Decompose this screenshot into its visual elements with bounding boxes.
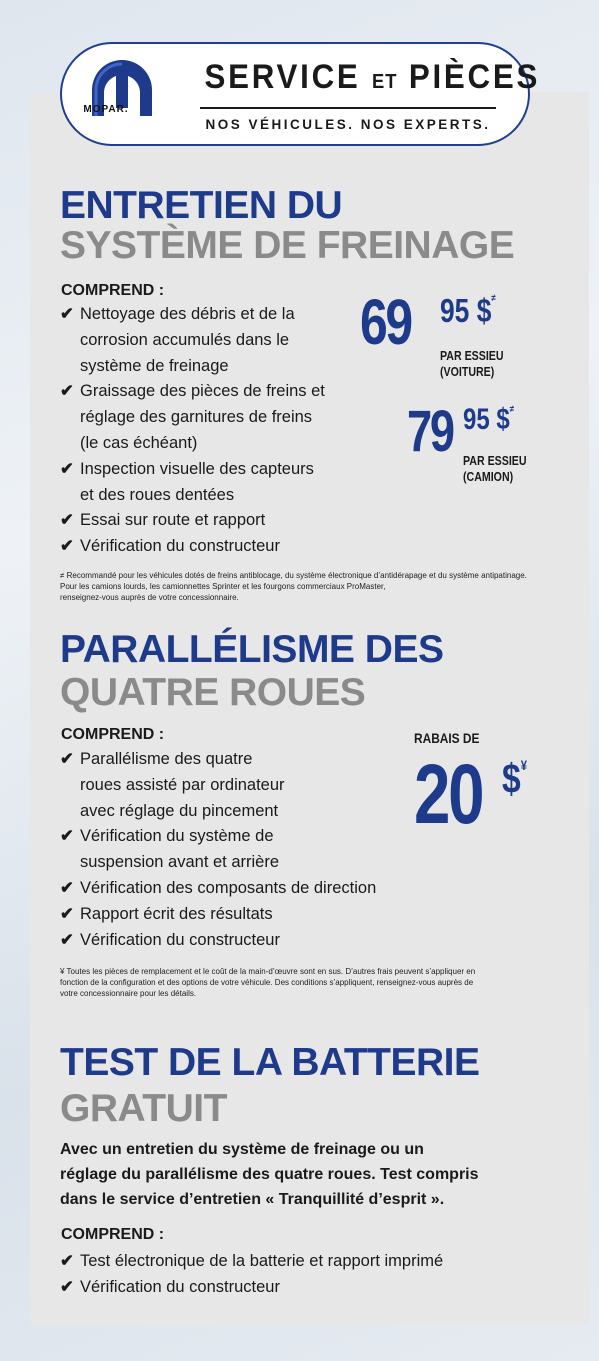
alignment-title-line1: PARALLÉLISME DES [60, 628, 444, 671]
check-icon: ✔ [60, 459, 74, 478]
list-item: suspension avant et arrière [80, 853, 280, 872]
list-item: système de freinage [80, 356, 229, 375]
list-item: réglage des garnitures de freins [80, 408, 313, 427]
list-item: ✔ Inspection visuelle des capteurs [60, 457, 325, 483]
price-truck-cents: 95 $≠ [463, 403, 515, 436]
list-item: ✔ Test électronique de la batterie et rapport imprimé [60, 1249, 443, 1275]
price-car [360, 286, 550, 390]
alignment-includes-label: COMPREND : [61, 726, 165, 743]
brakes-title-line1: ENTRETIEN DU [60, 184, 343, 227]
discount-amount: 20 [414, 747, 483, 841]
list-item: ✔ Vérification du constructeur [60, 1275, 443, 1301]
list-item: ✔ Vérification des composants de direction [60, 876, 376, 902]
price-car-dollars: 69 [360, 286, 411, 358]
alignment-discount [414, 730, 554, 840]
check-icon: ✔ [60, 750, 74, 768]
header-title [204, 58, 541, 97]
list-item: ✔ Essai sur route et rapport [60, 508, 325, 534]
brakes-footnote: ≠ Recommandé pour les véhicules dotés de freins antiblocage, du système électronique d’antidérapage et du système antipatinage. Pour les camions lourds, les camionnettes Sprinter et les fourgons commerciaux ProMaster, renseignez-vous auprès de votre concessionnaire. [60, 571, 527, 602]
list-item: ✔ Vérification du constructeur [60, 928, 376, 954]
list-item: avec réglage du pincement [80, 801, 279, 820]
check-icon: ✔ [60, 511, 74, 530]
list-item: (le cas échéant) [80, 433, 198, 452]
check-icon: ✔ [60, 537, 74, 556]
alignment-checklist [60, 747, 376, 953]
list-item: corrosion accumulés dans le [80, 330, 290, 349]
header-title-part1: SERVICE [204, 58, 361, 96]
header-subtitle: NOS VÉHICULES. NOS EXPERTS. [205, 117, 491, 132]
battery-checklist [60, 1249, 443, 1301]
check-icon: ✔ [60, 1252, 74, 1270]
price-car-cents: 95 $≠ [440, 292, 496, 329]
header-banner [60, 42, 541, 146]
price-car-label: PAR ESSIEU (VOITURE) [440, 349, 504, 379]
alignment-title-line2: QUATRE ROUES [60, 671, 366, 714]
header-title-connector: ET [372, 71, 398, 93]
price-truck [407, 399, 557, 493]
list-item: ✔ Vérification du système de [60, 824, 376, 850]
brakes-title-line2: SYSTÈME DE FREINAGE [60, 224, 515, 267]
battery-includes-label: COMPREND : [61, 1226, 165, 1243]
list-item: et des roues dentées [80, 485, 235, 504]
brakes-checklist [60, 302, 325, 560]
check-icon: ✔ [60, 827, 74, 846]
list-item: ✔ Parallélisme des quatre [60, 747, 376, 773]
alignment-footnote: ¥ Toutes les pièces de remplacement et le coût de la main-d’œuvre sont en sus. D’autres frais peuvent s’appliquer en fonction de la configuration et des options de votre véhicule. Des conditions s’appliquent, renseignez-vous auprès de votre concessionnaire pour les détails. [60, 967, 476, 998]
mopar-wordmark: MOPAR. [83, 104, 129, 115]
header-divider [200, 107, 496, 109]
discount-currency: $¥ [502, 755, 527, 802]
check-icon: ✔ [60, 904, 74, 923]
battery-title-line1: TEST DE LA BATTERIE [60, 1041, 480, 1084]
list-item: roues assisté par ordinateur [80, 775, 285, 794]
price-truck-dollars: 79 [407, 399, 453, 464]
discount-label: RABAIS DE [414, 730, 480, 746]
list-item: ✔ Vérification du constructeur [60, 534, 325, 560]
check-icon: ✔ [60, 305, 74, 323]
battery-title-line2: GRATUIT [60, 1087, 227, 1130]
list-item: ✔ Graissage des pièces de freins et [60, 379, 325, 405]
battery-intro: Avec un entretien du système de freinage ou un réglage du parallélisme des quatre roues. Test compris dans le service d’entretien « Tranquillité d’esprit ». [60, 1141, 479, 1208]
brakes-includes-label: COMPREND : [61, 282, 165, 299]
check-icon: ✔ [60, 930, 74, 949]
list-item: ✔ Nettoyage des débris et de la [60, 302, 325, 328]
price-truck-label: PAR ESSIEU (CAMION) [463, 454, 527, 484]
check-icon: ✔ [60, 1277, 74, 1296]
check-icon: ✔ [60, 878, 74, 897]
check-icon: ✔ [60, 382, 74, 401]
mopar-logo-icon [82, 58, 162, 134]
list-item: ✔ Rapport écrit des résultats [60, 902, 376, 928]
header-title-part2: PIÈCES [408, 58, 541, 96]
